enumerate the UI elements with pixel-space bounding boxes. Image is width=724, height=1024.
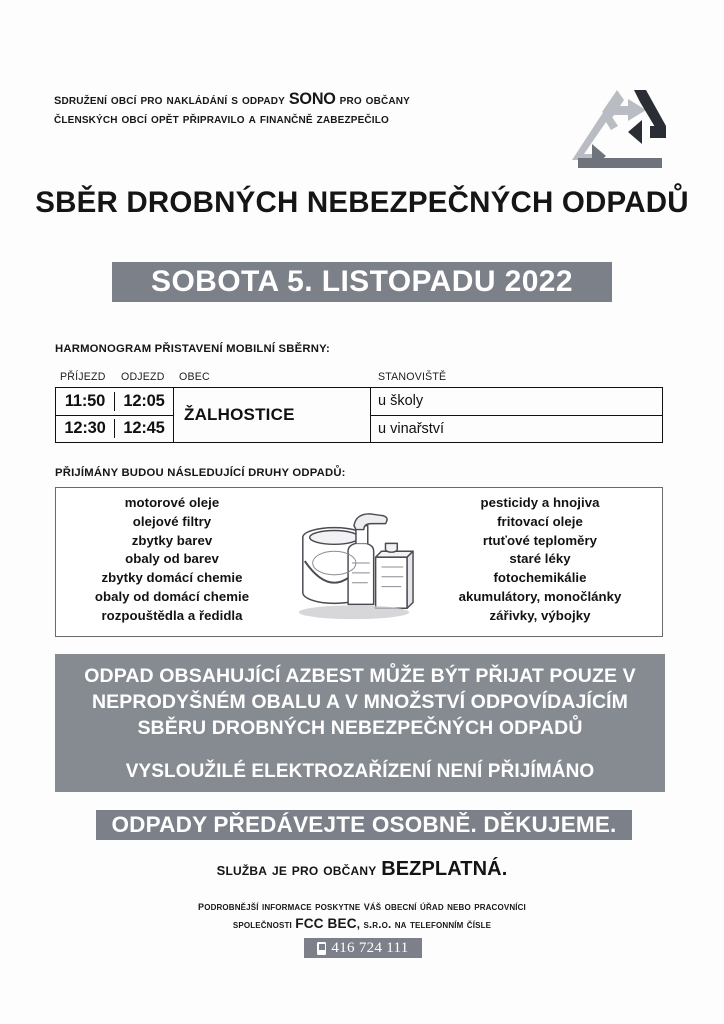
organizer-brand-sono: SONO (288, 90, 336, 108)
mobile-phone-icon (317, 942, 326, 955)
cell-departure-1: 12:05 (123, 391, 165, 410)
schedule-place-column (371, 388, 662, 442)
column-header-arrival: PŘÍJEZD (60, 371, 106, 383)
list-item: motorové oleje (124, 495, 220, 510)
asbestos-line-2: NEPRODYŠNÉM OBALU A V MNOŽSTVÍ ODPOVÍDAJÍCÍM (92, 691, 628, 713)
list-item: staré léky (509, 551, 571, 567)
list-item: fritovací oleje (497, 513, 583, 529)
accepted-waste-right-column (418, 488, 662, 636)
list-item: rtuťové teploměry (482, 532, 598, 548)
page-title: SBĚR DROBNÝCH NEBEZPEČNÝCH ODPADŮ (35, 186, 689, 219)
organizer-line-2: členských obcí opět připravilo a finančně zabezpečilo (54, 111, 389, 126)
column-header-departure: ODJEZD (121, 371, 165, 383)
schedule-label: HARMONOGRAM PŘISTAVENÍ MOBILNÍ SBĚRNY: (55, 343, 330, 355)
free-service-line (0, 858, 724, 881)
asbestos-warning-block (55, 654, 665, 792)
handover-banner: ODPADY PŘEDÁVEJTE OSOBNĚ. DĚKUJEME. (96, 810, 632, 840)
organizer-line-1 (54, 90, 574, 109)
list-item: zářivky, výbojky (489, 607, 591, 623)
footer-line-2-text-b: , s.r.o. na telefonním čísle (356, 918, 492, 931)
free-service-text: lužba je pro občany (225, 861, 382, 879)
column-header-town: OBEC (179, 371, 210, 383)
list-item: olejové filtry (132, 513, 212, 529)
footer-line-1-text-b: áš obecní úřad nebo pracovníci (369, 900, 526, 913)
schedule-grid (55, 387, 663, 443)
list-item: obaly od domácí chemie (94, 588, 250, 604)
free-service-initial: s (216, 859, 226, 880)
table-row (56, 416, 173, 443)
list-item: pesticidy a hnojiva (480, 495, 600, 510)
cell-place-2: u vinařství (378, 420, 445, 437)
cell-town-name: ŽALHOSTICE (174, 388, 371, 442)
schedule-table (55, 371, 663, 443)
footer-company-name: FCC BEC (295, 916, 357, 931)
cell-arrival-2: 12:30 (56, 419, 115, 438)
column-header-place: STANOVIŠTĚ (378, 371, 447, 383)
footer-line-2 (0, 915, 724, 933)
cell-place-1: u školy (371, 388, 662, 416)
cell-departure-2: 12:45 (123, 419, 165, 438)
footer-line-1-text-a: odrobnější informace poskytne (204, 900, 364, 913)
list-item: zbytky barev (131, 532, 213, 548)
accepted-waste-box (55, 487, 663, 637)
footer-line-1-initial: p (198, 898, 205, 913)
free-service-emphasis: BEZPLATNÁ. (381, 858, 508, 880)
paint-can-spray-bottle-illustration (288, 488, 418, 636)
organizer-line-1-text-b: pro občany (335, 92, 410, 107)
recycling-logo (562, 82, 670, 168)
asbestos-line-3: SBĚRU DROBNÝCH NEBEZPEČNÝCH ODPADŮ (137, 717, 583, 739)
footer-vas-initial: v (363, 898, 370, 913)
footer-line-2-text-a: společnosti (232, 918, 296, 931)
footer-line-1 (0, 897, 724, 915)
accepted-waste-left-column (56, 488, 288, 636)
organizer-statement (54, 90, 574, 128)
organizer-line-1-text-a: družení obcí pro nakládání s odpady (61, 92, 289, 107)
free-service-prefix (217, 861, 382, 879)
accepted-waste-label: PŘIJÍMÁNY BUDOU NÁSLEDUJÍCÍ DRUHY ODPADŮ: (55, 467, 346, 479)
list-item: zbytky domácí chemie (101, 570, 243, 586)
poster-header (54, 90, 670, 160)
table-row (56, 388, 173, 416)
cell-arrival-1: 11:50 (56, 392, 115, 411)
list-item: rozpouštědla a ředidla (101, 607, 243, 623)
list-item: fotochemikálie (493, 570, 587, 586)
electro-waste-notice: VYSLOUŽILÉ ELEKTROZAŘÍZENÍ NENÍ PŘIJÍMÁNO (125, 761, 595, 782)
collection-date-banner: SOBOTA 5. LISTOPADU 2022 (112, 262, 612, 302)
organizer-line-1-initial: s (54, 91, 62, 108)
list-item: akumulátory, monočlánky (458, 588, 622, 604)
schedule-times-column (56, 388, 174, 442)
footer-contact-info (0, 897, 724, 933)
phone-number-chip[interactable] (304, 938, 422, 958)
phone-number: 416 724 111 (331, 939, 409, 956)
asbestos-line-1: ODPAD OBSAHUJÍCÍ AZBEST MŮŽE BÝT PŘIJAT POUZE V (84, 665, 636, 687)
list-item: obaly od barev (125, 551, 219, 567)
schedule-column-headers (55, 371, 663, 387)
